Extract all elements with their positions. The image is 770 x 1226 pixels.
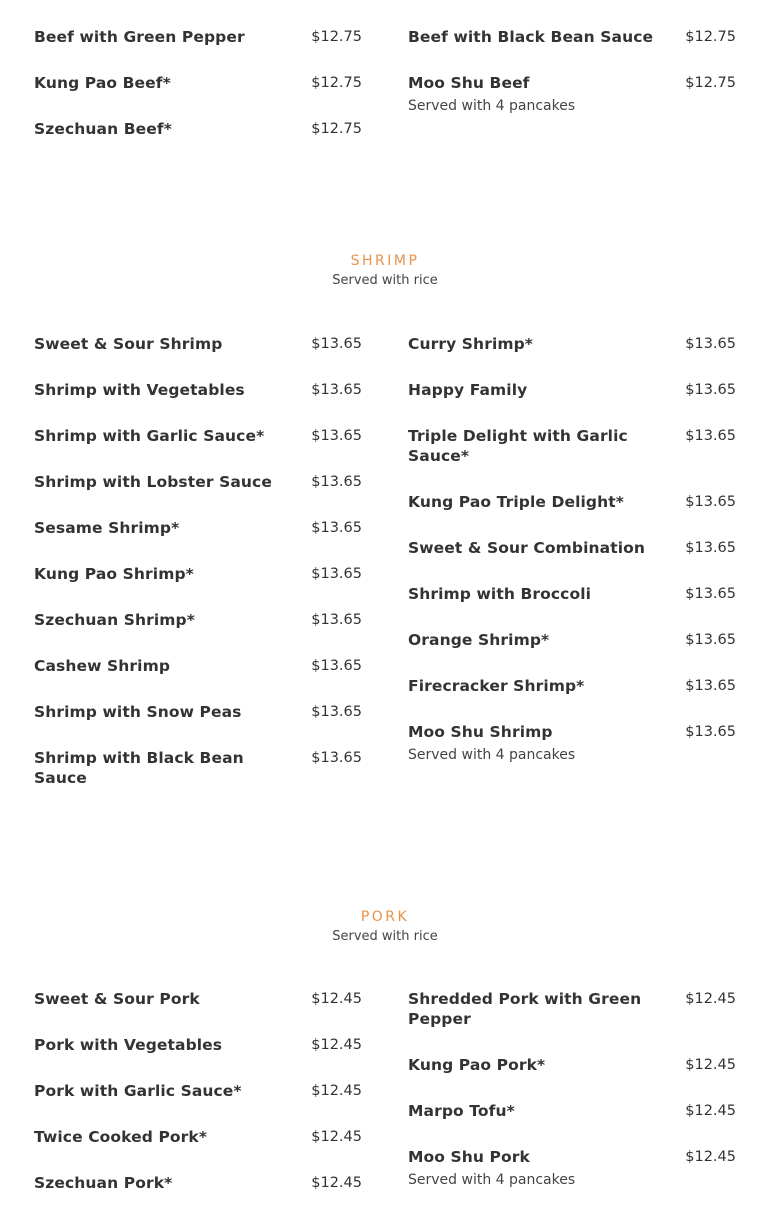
menu-item-price: $13.65 bbox=[685, 632, 736, 648]
menu-item-name: Kung Pao Triple Delight* bbox=[408, 493, 624, 511]
menu-item-name: Sweet & Sour Pork bbox=[34, 990, 200, 1008]
menu-item-text bbox=[34, 518, 179, 538]
menu-item-price: $13.65 bbox=[311, 520, 362, 536]
menu-item-price: $13.65 bbox=[311, 704, 362, 720]
menu-item-text bbox=[408, 73, 575, 115]
menu-item-text bbox=[34, 380, 245, 400]
menu-item-text bbox=[408, 334, 533, 354]
menu-item-name: Orange Shrimp* bbox=[408, 631, 550, 649]
menu-item-price: $12.45 bbox=[685, 1149, 736, 1165]
pork-right-column bbox=[408, 989, 736, 1219]
menu-item-price: $12.75 bbox=[311, 75, 362, 91]
menu-item-price: $12.75 bbox=[311, 121, 362, 137]
menu-item-text bbox=[408, 426, 658, 466]
menu-item-price: $12.75 bbox=[685, 75, 736, 91]
shrimp-section bbox=[34, 334, 736, 814]
pork-section-header bbox=[0, 908, 770, 945]
menu-item bbox=[34, 518, 362, 538]
menu-item-text bbox=[34, 989, 200, 1009]
menu-item-name: Marpo Tofu* bbox=[408, 1102, 515, 1120]
menu-item-price: $13.65 bbox=[685, 540, 736, 556]
shrimp-left-column bbox=[34, 334, 362, 814]
menu-item-name: Moo Shu Beef bbox=[408, 74, 530, 92]
menu-item-price: $12.45 bbox=[685, 1057, 736, 1073]
shrimp-section-header bbox=[0, 252, 770, 289]
menu-item-name: Moo Shu Shrimp bbox=[408, 723, 553, 741]
menu-item-name: Triple Delight with Garlic Sauce* bbox=[408, 427, 628, 465]
menu-item-text bbox=[34, 656, 170, 676]
menu-item-note: Served with 4 pancakes bbox=[408, 747, 576, 763]
menu-item bbox=[34, 610, 362, 630]
menu-item-name: Shrimp with Black Bean Sauce bbox=[34, 749, 244, 787]
menu-item-name: Cashew Shrimp bbox=[34, 657, 171, 675]
pork-left-column bbox=[34, 989, 362, 1219]
menu-item bbox=[408, 334, 736, 354]
menu-item-text bbox=[34, 1035, 222, 1055]
menu-item-price: $13.65 bbox=[685, 382, 736, 398]
menu-item-name: Moo Shu Pork bbox=[408, 1148, 530, 1166]
menu-item-price: $13.65 bbox=[311, 474, 362, 490]
menu-item bbox=[34, 119, 362, 139]
menu-item-text bbox=[34, 1173, 172, 1193]
menu-item-price: $12.45 bbox=[311, 1083, 362, 1099]
menu-item-name: Szechuan Beef* bbox=[34, 120, 172, 138]
menu-item-name: Kung Pao Beef* bbox=[34, 74, 171, 92]
menu-item bbox=[34, 748, 362, 788]
menu-item bbox=[408, 538, 736, 558]
menu-item-name: Beef with Green Pepper bbox=[34, 28, 245, 46]
menu-item-name: Shrimp with Garlic Sauce* bbox=[34, 427, 265, 445]
section-title: SHRIMP bbox=[350, 253, 420, 269]
menu-item-text bbox=[408, 1055, 545, 1075]
menu-item-text bbox=[34, 334, 222, 354]
menu-item-price: $13.65 bbox=[311, 336, 362, 352]
menu-item-text bbox=[34, 119, 172, 139]
menu-item-text bbox=[408, 1147, 575, 1189]
menu-item-name: Curry Shrimp* bbox=[408, 335, 534, 353]
menu-item-text bbox=[34, 564, 194, 584]
menu-item-price: $12.75 bbox=[311, 29, 362, 45]
menu-item-text bbox=[34, 748, 284, 788]
menu-item-price: $12.45 bbox=[311, 1175, 362, 1191]
beef-right-column bbox=[408, 27, 736, 165]
menu-item bbox=[34, 656, 362, 676]
menu-item bbox=[34, 564, 362, 584]
menu-item bbox=[408, 73, 736, 115]
menu-item-price: $13.65 bbox=[311, 428, 362, 444]
menu-item-price: $13.65 bbox=[685, 428, 736, 444]
menu-item bbox=[34, 989, 362, 1009]
menu-item-price: $13.65 bbox=[685, 494, 736, 510]
menu-item-price: $13.65 bbox=[685, 586, 736, 602]
menu-item-text bbox=[408, 722, 575, 764]
menu-item bbox=[34, 334, 362, 354]
menu-item-text bbox=[408, 380, 527, 400]
menu-item bbox=[408, 630, 736, 650]
menu-item bbox=[34, 472, 362, 492]
menu-item-text bbox=[34, 27, 245, 47]
menu-item-name: Shrimp with Vegetables bbox=[34, 381, 245, 399]
menu-item-price: $13.65 bbox=[685, 678, 736, 694]
menu-item-name: Szechuan Pork* bbox=[34, 1174, 173, 1192]
menu-item-text bbox=[34, 472, 272, 492]
menu-item-text bbox=[408, 630, 549, 650]
menu-item bbox=[408, 27, 736, 47]
menu-item-text bbox=[408, 584, 591, 604]
menu-item-name: Shrimp with Lobster Sauce bbox=[34, 473, 272, 491]
menu-item-name: Happy Family bbox=[408, 381, 528, 399]
menu-item bbox=[408, 492, 736, 512]
section-title: PORK bbox=[360, 909, 410, 925]
menu-item-price: $12.45 bbox=[685, 991, 736, 1007]
menu-item-text bbox=[34, 426, 264, 446]
menu-item bbox=[34, 702, 362, 722]
menu-item-price: $12.45 bbox=[311, 1037, 362, 1053]
menu-item bbox=[408, 426, 736, 466]
menu-item-price: $13.65 bbox=[311, 566, 362, 582]
beef-section bbox=[34, 27, 736, 165]
pork-section bbox=[34, 989, 736, 1219]
menu-item-name: Shrimp with Broccoli bbox=[408, 585, 592, 603]
menu-item-text bbox=[408, 27, 653, 47]
menu-item bbox=[34, 1035, 362, 1055]
menu-item-name: Szechuan Shrimp* bbox=[34, 611, 195, 629]
menu-item-text bbox=[408, 492, 624, 512]
menu-item-text bbox=[34, 1081, 242, 1101]
menu-item-note: Served with 4 pancakes bbox=[408, 98, 576, 114]
menu-item bbox=[408, 676, 736, 696]
menu-item bbox=[408, 1055, 736, 1075]
menu-item bbox=[408, 584, 736, 604]
section-subtitle: Served with rice bbox=[332, 929, 438, 944]
menu-item-price: $12.45 bbox=[685, 1103, 736, 1119]
menu-item bbox=[34, 73, 362, 93]
menu-item-name: Firecracker Shrimp* bbox=[408, 677, 585, 695]
menu-item-name: Shrimp with Snow Peas bbox=[34, 703, 242, 721]
menu-item-price: $13.65 bbox=[685, 336, 736, 352]
menu-item-name: Pork with Garlic Sauce* bbox=[34, 1082, 242, 1100]
menu-item bbox=[408, 380, 736, 400]
shrimp-right-column bbox=[408, 334, 736, 814]
menu-item-price: $13.65 bbox=[311, 612, 362, 628]
menu-item-name: Kung Pao Shrimp* bbox=[34, 565, 194, 583]
menu-item-price: $13.65 bbox=[311, 382, 362, 398]
menu-item-name: Sesame Shrimp* bbox=[34, 519, 180, 537]
beef-left-column bbox=[34, 27, 362, 165]
menu-item bbox=[408, 722, 736, 764]
menu-item-price: $13.65 bbox=[311, 658, 362, 674]
menu-item-name: Beef with Black Bean Sauce bbox=[408, 28, 654, 46]
menu-item-price: $12.75 bbox=[685, 29, 736, 45]
menu-item-price: $13.65 bbox=[685, 724, 736, 740]
menu-item-text bbox=[408, 1101, 515, 1121]
menu-item-name: Sweet & Sour Shrimp bbox=[34, 335, 223, 353]
menu-item-name: Sweet & Sour Combination bbox=[408, 539, 645, 557]
menu-item bbox=[34, 1173, 362, 1193]
menu-item-price: $12.45 bbox=[311, 1129, 362, 1145]
menu-item-text bbox=[408, 989, 658, 1029]
menu-item-text bbox=[34, 702, 242, 722]
section-subtitle: Served with rice bbox=[332, 273, 438, 288]
menu-item-name: Pork with Vegetables bbox=[34, 1036, 223, 1054]
menu-item-price: $13.65 bbox=[311, 750, 362, 766]
menu-item bbox=[34, 1081, 362, 1101]
menu-item bbox=[408, 989, 736, 1029]
menu-item bbox=[408, 1147, 736, 1189]
menu-item-text bbox=[408, 676, 584, 696]
menu-item bbox=[34, 380, 362, 400]
menu-item bbox=[34, 27, 362, 47]
menu-item-note: Served with 4 pancakes bbox=[408, 1172, 576, 1188]
menu-item-text bbox=[34, 73, 171, 93]
menu-item-name: Shredded Pork with Green Pepper bbox=[408, 990, 642, 1028]
menu-item-text bbox=[408, 538, 645, 558]
menu-item-name: Kung Pao Pork* bbox=[408, 1056, 546, 1074]
menu-item-name: Twice Cooked Pork* bbox=[34, 1128, 208, 1146]
menu-item bbox=[408, 1101, 736, 1121]
menu-item-price: $12.45 bbox=[311, 991, 362, 1007]
menu-item bbox=[34, 1127, 362, 1147]
menu-item-text bbox=[34, 1127, 207, 1147]
menu-item bbox=[34, 426, 362, 446]
menu-item-text bbox=[34, 610, 195, 630]
